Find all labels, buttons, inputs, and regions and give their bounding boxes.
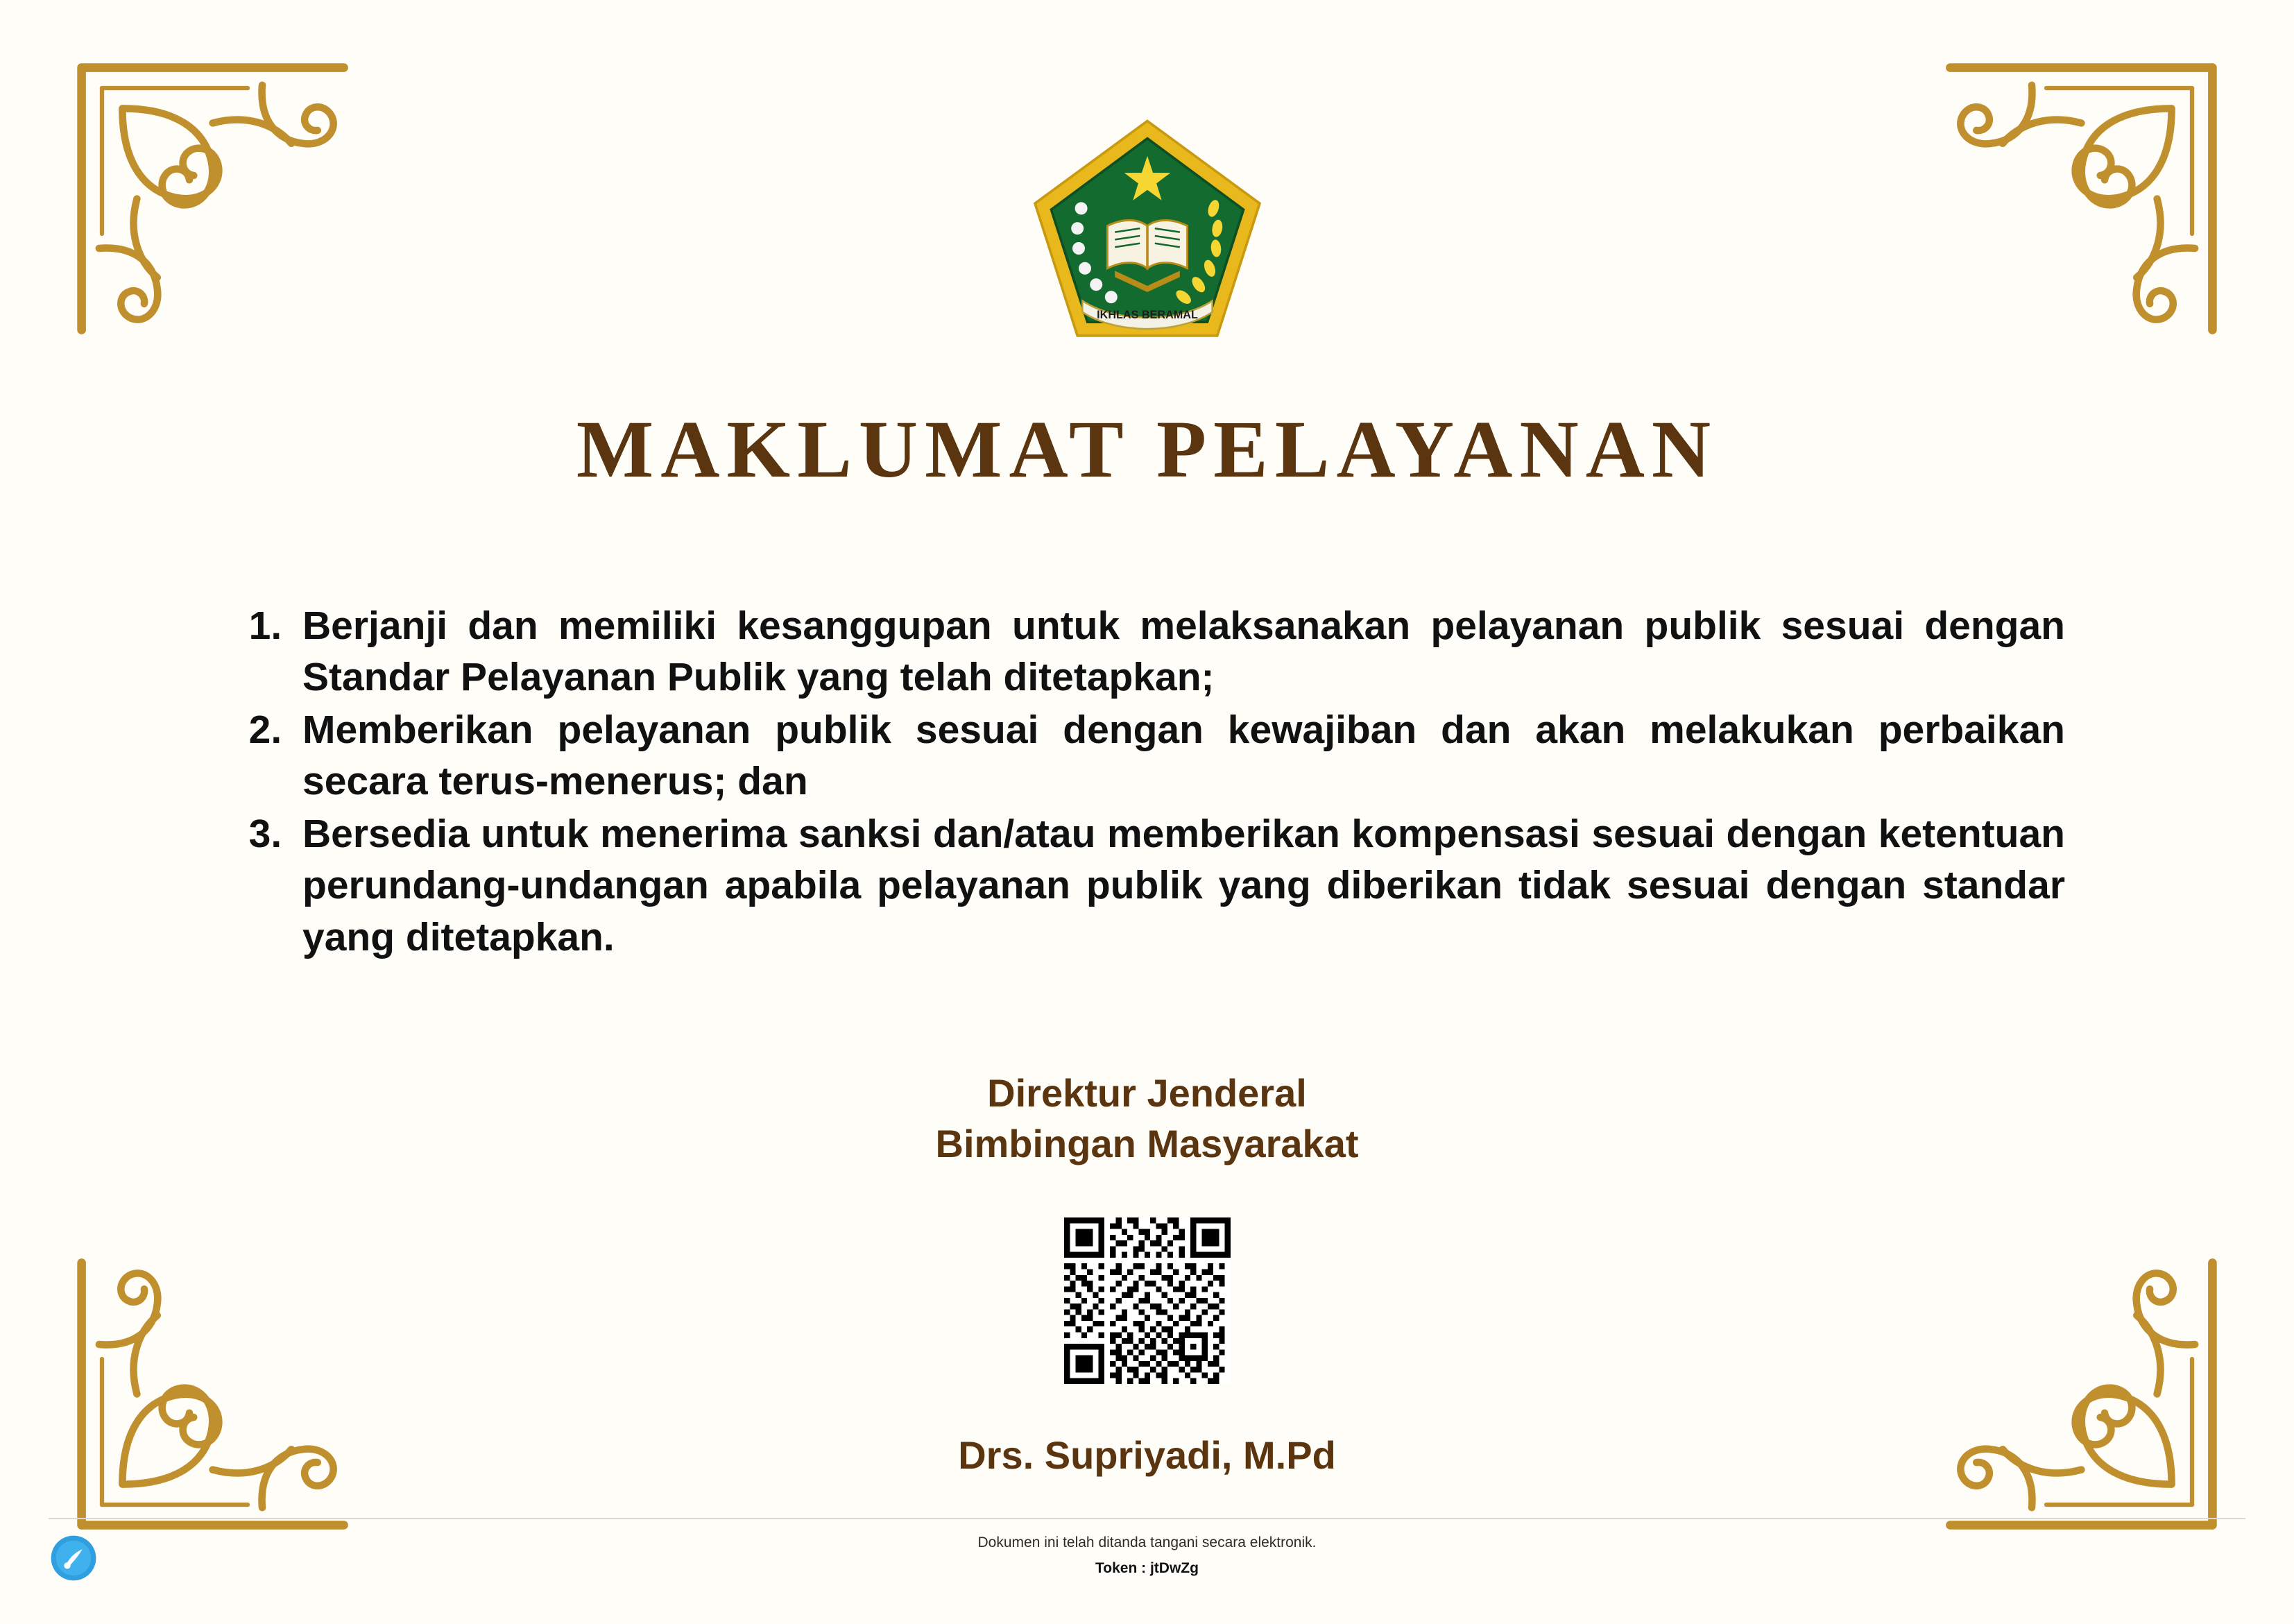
footer-note: Dokumen ini telah ditanda tangani secara elektronik. <box>977 1535 1317 1550</box>
signatory-position <box>0 1068 2294 1170</box>
footer-token: Token : jtDwZg <box>1095 1560 1199 1576</box>
logo-motto-text: IKHLAS BERAMAL <box>1096 308 1198 321</box>
qr-code <box>1064 1217 1231 1384</box>
maklumat-points-list <box>229 600 2065 963</box>
maklumat-content <box>229 600 2065 964</box>
kemenag-logo <box>1022 111 1272 361</box>
footer-divider <box>49 1518 2245 1519</box>
signatory-name: Drs. Supriyadi, M.Pd <box>958 1433 1336 1477</box>
list-item: 3. Bersedia untuk menerima sanksi dan/atau memberikan kompensasi sesuai dengan ketentuan perundang-undangan apabila pelayanan publik yang diberikan tidak sesuai dengan standar yang ditetapkan. <box>293 808 2065 962</box>
signatory-position-line1: Direktur Jenderal <box>987 1071 1307 1115</box>
page-title: MAKLUMAT PELAYANAN <box>576 404 1718 495</box>
list-item: 1. Berjanji dan memiliki kesanggupan untuk melaksanakan pelayanan publik sesuai dengan Standar Pelayanan Publik yang telah ditetapkan; <box>293 600 2065 703</box>
signatory-position-line2: Bimbingan Masyarakat <box>935 1121 1359 1165</box>
list-item: 2. Memberikan pelayanan publik sesuai dengan kewajiban dan akan melakukan perbaikan secara terus-menerus; dan <box>293 704 2065 807</box>
